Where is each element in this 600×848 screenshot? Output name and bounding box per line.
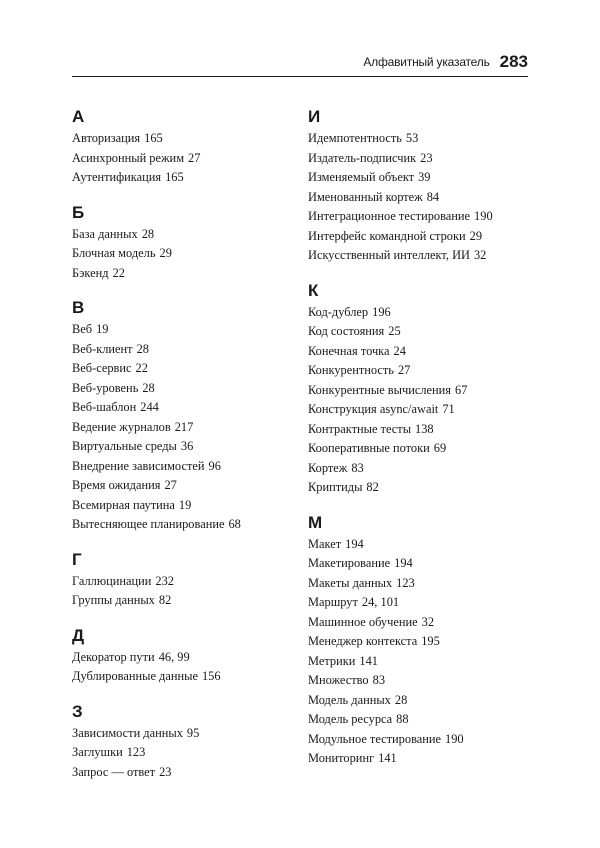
entry-term: Заглушки: [72, 745, 123, 759]
entry-pages: 25: [388, 324, 401, 338]
index-entry: [72, 476, 292, 496]
entry-pages: 24, 101: [361, 595, 400, 609]
section-letter: Г: [72, 549, 82, 569]
entry-pages: 32: [421, 614, 435, 629]
section-letter: Д: [72, 625, 85, 645]
entry-term: Веб: [72, 322, 93, 336]
entry-term: Внедрение зависимостей: [72, 458, 205, 473]
entry-pages: 83: [351, 460, 364, 475]
index-entry: [72, 496, 292, 516]
entry-pages: 28: [394, 692, 408, 707]
index-section: [72, 623, 292, 687]
entry-term: Декоратор пути: [72, 649, 155, 664]
entry-term: Дублированные данные: [72, 669, 198, 683]
index-entry: [308, 381, 538, 401]
index-entry: [308, 227, 538, 247]
index-entry: [308, 554, 538, 574]
entry-pages: 32: [473, 248, 487, 262]
page-number: 283: [499, 52, 528, 71]
index-entry: [72, 225, 292, 245]
index-entry: [308, 478, 538, 498]
entry-pages: 22: [112, 265, 125, 280]
index-entry: [308, 632, 538, 652]
index-entry: [308, 400, 538, 420]
entry-pages: 19: [96, 322, 109, 336]
section-letter: З: [72, 701, 83, 721]
index-entry: [308, 322, 538, 342]
entry-term: Криптиды: [308, 480, 363, 494]
entry-term: Конкурентные вычисления: [308, 382, 451, 397]
entry-pages: 67: [455, 382, 468, 397]
index-section: [308, 104, 538, 266]
index-entry: [308, 652, 538, 672]
section-letter: К: [308, 280, 319, 300]
index-entry: [72, 379, 292, 399]
index-entry: [308, 168, 538, 188]
entry-term: Идемпотентность: [308, 131, 402, 145]
index-section: [72, 699, 292, 783]
entry-term: Интерфейс командной строки: [308, 228, 466, 243]
index-entry: [308, 342, 538, 362]
index-entry: [308, 593, 538, 613]
entry-pages: 141: [378, 751, 397, 765]
index-column-right: [308, 104, 538, 781]
entry-pages: 190: [474, 209, 493, 223]
index-entry: [72, 743, 292, 763]
entry-term: Макеты данных: [308, 575, 393, 590]
index-entry: [308, 207, 538, 227]
entry-pages: 156: [201, 669, 221, 683]
index-entry: [308, 710, 538, 730]
entry-pages: 84: [426, 189, 440, 204]
entry-term: Авторизация: [72, 131, 141, 145]
index-entry: [72, 724, 292, 744]
index-entry: [72, 129, 292, 149]
entry-pages: 19: [178, 497, 192, 512]
index-entry: [72, 457, 292, 477]
entry-pages: 29: [159, 246, 172, 260]
entry-term: Искусственный интеллект, ИИ: [308, 248, 470, 262]
entry-pages: 165: [165, 170, 184, 184]
index-entry: [72, 168, 292, 188]
entry-pages: 28: [141, 226, 155, 241]
entry-term: Бэкенд: [72, 265, 109, 280]
index-entry: [308, 420, 538, 440]
entry-pages: 141: [359, 653, 378, 668]
index-entry: [308, 459, 538, 479]
index-column-left: [72, 104, 292, 794]
entry-term: Множество: [308, 673, 369, 687]
index-section: [308, 510, 538, 769]
index-entry: [72, 340, 292, 360]
entry-term: Машинное обучение: [308, 614, 418, 629]
index-entry: [308, 361, 538, 381]
index-entry: [308, 574, 538, 594]
index-entry: [72, 359, 292, 379]
entry-term: Именованный кортеж: [308, 189, 423, 204]
entry-term: Асинхронный режим: [72, 150, 185, 165]
entry-term: Вытесняющее планирование: [72, 517, 225, 531]
entry-term: Метрики: [308, 653, 356, 668]
entry-term: Макет: [308, 536, 342, 551]
running-header: [72, 48, 528, 77]
entry-term: Конкурентность: [308, 363, 394, 377]
entry-term: Веб-шаблон: [72, 400, 137, 414]
entry-term: Веб-сервис: [72, 361, 132, 375]
index-entry: [308, 749, 538, 769]
index-entry: [72, 572, 292, 592]
entry-pages: 71: [442, 402, 455, 416]
entry-term: Веб-клиент: [72, 341, 133, 356]
entry-pages: 194: [345, 536, 364, 551]
index-entry: [308, 730, 538, 750]
entry-term: Ведение журналов: [72, 419, 171, 434]
entry-pages: 194: [394, 556, 413, 570]
entry-pages: 27: [188, 150, 201, 165]
entry-term: Макетирование: [308, 556, 391, 570]
index-entry: [308, 439, 538, 459]
index-entry: [72, 437, 292, 457]
entry-term: Всемирная паутина: [72, 497, 175, 512]
entry-pages: 22: [135, 361, 148, 375]
entry-term: Галлюцинации: [72, 573, 152, 588]
entry-pages: 36: [180, 439, 194, 453]
index-entry: [72, 320, 292, 340]
entry-term: Модель ресурса: [308, 712, 393, 726]
entry-pages: 123: [126, 745, 146, 759]
entry-term: Маршрут: [308, 595, 358, 609]
entry-pages: 68: [228, 517, 241, 531]
entry-pages: 28: [136, 341, 149, 356]
entry-term: База данных: [72, 226, 138, 241]
entry-pages: 82: [366, 480, 379, 494]
entry-pages: 24: [393, 343, 406, 358]
index-entry: [72, 648, 292, 668]
index-entry: [308, 129, 538, 149]
section-letter: И: [308, 107, 321, 126]
index-section: [72, 547, 292, 611]
entry-pages: 123: [396, 575, 415, 590]
entry-pages: 53: [405, 131, 419, 145]
entry-term: Конечная точка: [308, 343, 390, 358]
entry-pages: 217: [174, 419, 194, 434]
index-entry: [72, 264, 292, 284]
entry-term: Издатель-подписчик: [308, 150, 417, 165]
entry-term: Модель данных: [308, 692, 391, 707]
entry-pages: 96: [208, 458, 221, 473]
entry-term: Запрос — ответ: [72, 764, 156, 779]
index-section: [72, 104, 292, 188]
entry-term: Время ожидания: [72, 478, 161, 492]
entry-pages: 23: [159, 764, 172, 779]
entry-term: Виртуальные среды: [72, 439, 177, 453]
index-entry: [308, 691, 538, 711]
index-entry: [308, 188, 538, 208]
index-entry: [72, 763, 292, 783]
entry-pages: 27: [164, 478, 177, 492]
section-letter: В: [72, 298, 85, 317]
entry-pages: 29: [469, 228, 483, 243]
entry-pages: 27: [397, 363, 411, 377]
entry-term: Кооперативные потоки: [308, 441, 430, 455]
index-entry: [72, 149, 292, 169]
section-letter: М: [308, 512, 323, 532]
entry-term: Код состояния: [308, 324, 385, 338]
index-entry: [308, 535, 538, 555]
entry-term: Мониторинг: [308, 751, 375, 765]
index-entry: [72, 591, 292, 611]
section-letter: Б: [72, 202, 85, 222]
entry-term: Зависимости данных: [72, 725, 183, 740]
index-entry: [72, 244, 292, 264]
entry-term: Код-дублер: [308, 304, 369, 319]
entry-term: Контрактные тесты: [308, 421, 412, 436]
entry-pages: 196: [372, 304, 391, 319]
entry-term: Блочная модель: [72, 246, 156, 260]
entry-term: Группы данных: [72, 593, 155, 607]
entry-pages: 232: [155, 573, 174, 588]
index-section: [72, 200, 292, 284]
section-letter: А: [72, 107, 85, 126]
entry-term: Аутентификация: [72, 170, 162, 184]
entry-pages: 165: [144, 131, 163, 145]
index-entry: [308, 303, 538, 323]
entry-pages: 28: [142, 380, 155, 395]
index-entry: [72, 515, 292, 535]
index-entry: [308, 149, 538, 169]
index-section: [308, 278, 538, 498]
index-entry: [308, 613, 538, 633]
entry-term: Изменяемый объект: [308, 170, 415, 184]
entry-pages: 244: [140, 400, 159, 414]
entry-pages: 195: [421, 634, 440, 648]
entry-pages: 88: [396, 712, 409, 726]
entry-pages: 23: [420, 150, 433, 165]
index-section: [72, 295, 292, 535]
running-header-title: Алфавитный указатель: [363, 55, 490, 69]
entry-pages: 39: [418, 170, 431, 184]
entry-pages: 46, 99: [158, 649, 190, 664]
entry-pages: 82: [158, 593, 172, 607]
index-entry: [72, 667, 292, 687]
entry-pages: 190: [445, 731, 464, 746]
entry-pages: 95: [186, 725, 200, 740]
entry-pages: 69: [433, 441, 447, 455]
index-entry: [308, 246, 538, 266]
entry-term: Менеджер контекста: [308, 634, 418, 648]
index-entry: [72, 398, 292, 418]
entry-term: Интеграционное тестирование: [308, 209, 471, 223]
index-entry: [308, 671, 538, 691]
entry-term: Веб-уровень: [72, 380, 139, 395]
entry-term: Кортеж: [308, 460, 348, 475]
entry-pages: 83: [372, 673, 386, 687]
index-entry: [72, 418, 292, 438]
entry-term: Конструкция async/await: [308, 402, 439, 416]
entry-term: Модульное тестирование: [308, 731, 442, 746]
entry-pages: 138: [415, 421, 434, 436]
